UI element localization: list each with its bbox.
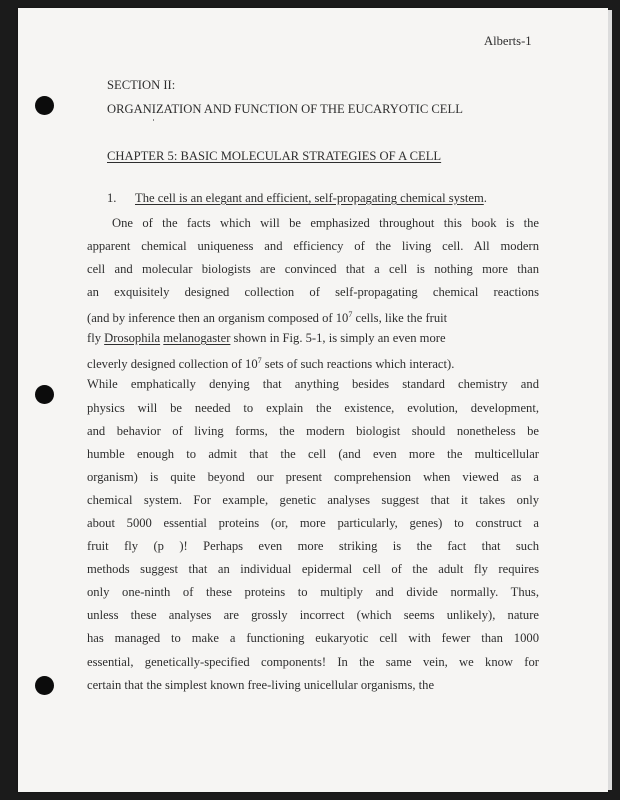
body-line-5-text: (and by inference then an organism composed of 10 [87, 311, 349, 326]
body-line-19: has managed to make a functioning eukaryotic cell with fewer than 1000 [87, 631, 539, 645]
body-line-21: certain that the simplest known free-living unicellular organisms, the [87, 678, 435, 692]
ink-speck [153, 119, 154, 121]
item-heading: The cell is an elegant and efficient, self-propagating chemical system [135, 191, 484, 205]
superscript-exponent: 7 [348, 310, 353, 319]
body-line-1: One of the facts which will be emphasized throughout this book is the [112, 216, 539, 230]
item-heading-wrap [135, 191, 487, 206]
body-line-3: cell and molecular biologists are convinced that a cell is nothing more than [87, 262, 539, 276]
binder-hole-bottom [35, 676, 54, 695]
body-line-13: chemical system. For example, genetic analyses suggest that it takes only [87, 493, 539, 507]
binder-hole-top [35, 96, 54, 115]
body-line-6 [87, 330, 539, 346]
superscript-exponent: 7 [257, 356, 262, 365]
item-number: 1. [107, 191, 117, 205]
body-line-2: apparent chemical uniqueness and efficiency of the living cell. All modern [87, 239, 539, 253]
body-line-5 [87, 307, 539, 326]
body-line-6-prefix: fly [87, 331, 105, 345]
body-line-12: organism) is quite beyond our present comprehension when viewed as a [87, 470, 539, 484]
page-edge [608, 10, 612, 790]
body-line-18: unless these analyses are grossly incorrect (which seems unlikely), nature [87, 608, 539, 622]
body-line-9: physics will be needed to explain the existence, evolution, development, [87, 401, 539, 415]
body-line-7 [87, 353, 539, 372]
body-line-17: only one-ninth of these proteins to multiply and divide normally. Thus, [87, 585, 539, 599]
body-line-5-tail: cells, like the fruit [352, 311, 448, 326]
body-line-7-text: cleverly designed collection of 10 [87, 357, 258, 372]
body-line-16: methods suggest that an individual epidermal cell of the adult fly requires [87, 562, 539, 576]
binder-hole-middle [35, 385, 54, 404]
species-genus: Drosophila [104, 331, 161, 345]
body-line-15: fruit fly (p )! Perhaps even more striking is the fact that such [87, 539, 539, 553]
body-line-14: about 5000 essential proteins (or, more particularly, genes) to construct a [87, 516, 539, 530]
body-line-7-tail: sets of such reactions which interact). [261, 357, 455, 372]
section-number: SECTION II: [107, 78, 176, 92]
item-heading-period: . [483, 191, 487, 205]
section-title: ORGANIZATION AND FUNCTION OF THE EUCARYOTIC CELL [107, 102, 463, 116]
body-line-6-tail: shown in Fig. 5-1, is simply an even more [230, 331, 446, 345]
page-label: Alberts-1 [484, 34, 532, 48]
body-line-4: an exquisitely designed collection of self-propagating chemical reactions [87, 285, 539, 299]
species-name: melanogaster [163, 331, 231, 345]
chapter-title: CHAPTER 5: BASIC MOLECULAR STRATEGIES OF A CELL [107, 149, 442, 163]
body-line-11: humble enough to admit that the cell (and even more the multicellular [87, 447, 539, 461]
body-line-20: essential, genetically-specified components! In the same vein, we know for [87, 655, 539, 669]
body-line-8: While emphatically denying that anything besides standard chemistry and [87, 377, 539, 391]
body-line-10: and behavior of living forms, the modern biologist should nonetheless be [87, 424, 539, 438]
